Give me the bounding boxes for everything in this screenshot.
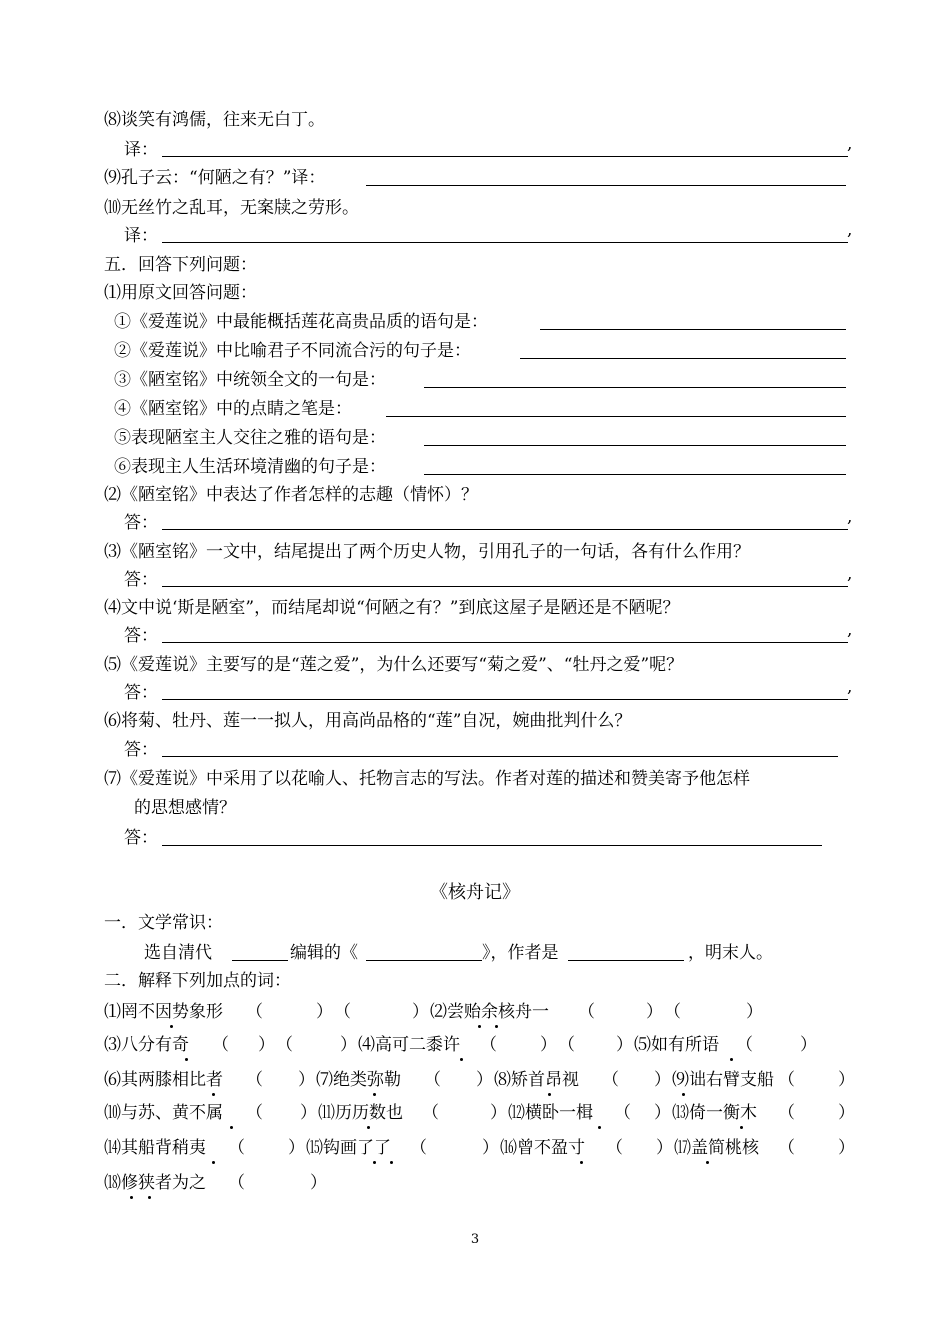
answer-label: 答： — [124, 740, 158, 760]
emphasis-dot — [730, 1058, 733, 1061]
blank-close: ） — [656, 1138, 673, 1158]
blank-close: ） — [490, 1103, 507, 1123]
blank-close: ） — [258, 1035, 275, 1055]
q2 — [0, 480, 950, 510]
q2-answer — [0, 508, 950, 538]
q1-sub-3 — [0, 365, 950, 395]
vocab-item-18: ⒅修狭者为之 — [104, 1173, 206, 1193]
emphasis-dot — [580, 1161, 583, 1164]
blank-close: ） — [540, 1035, 557, 1055]
section-1-heading — [0, 908, 950, 938]
answer-label: 答： — [124, 683, 158, 703]
q5 — [0, 650, 950, 680]
q4-text: ⑷文中说‘斯是陋室”，而结尾却说“何陋之有？”到底这屋子是陋还是不陋呢？ — [104, 598, 680, 618]
page-title: 《核舟记》 — [430, 882, 520, 903]
answer-label: 答： — [124, 513, 158, 533]
answer-label: 答： — [124, 626, 158, 646]
answer-line[interactable] — [162, 642, 848, 643]
answer-line[interactable] — [162, 586, 848, 587]
q1-sub-4 — [0, 394, 950, 424]
emphasis-dot — [185, 1058, 188, 1061]
answer-line[interactable] — [540, 329, 846, 330]
q1-text: ⑴用原文回答问题： — [104, 283, 257, 303]
q7-answer — [0, 823, 950, 853]
q6-answer — [0, 735, 950, 765]
answer-label: 答： — [124, 828, 158, 848]
blank-open: （ — [778, 1138, 795, 1158]
vocab-item-5: ⑸如有所语 — [634, 1035, 719, 1055]
section-5-heading — [0, 250, 950, 280]
vocab-item-9: ⑼诎右臂支船 — [672, 1070, 774, 1090]
q6 — [0, 706, 950, 736]
vocab-item-7: ⑺绝类弥勒 — [316, 1070, 401, 1090]
blank-book-title[interactable] — [366, 960, 482, 961]
answer-line[interactable] — [162, 756, 838, 757]
answer-line[interactable] — [520, 358, 846, 359]
blank-open: （ — [602, 1070, 619, 1090]
vocab-item-14: ⒁其船背稍夷 — [104, 1138, 206, 1158]
section-2-heading — [0, 966, 950, 996]
blank-open: （ — [606, 1138, 623, 1158]
vocab-row-5 — [0, 1133, 950, 1163]
blank-close: ） — [838, 1138, 855, 1158]
emphasis-dot — [130, 1196, 133, 1199]
line-end-mark: , — [847, 620, 853, 640]
emphasis-dot — [548, 1093, 551, 1096]
item-8-text: ⑻谈笑有鸿儒，往来无白丁。 — [104, 110, 325, 130]
answer-line[interactable] — [424, 474, 846, 475]
translate-label: 译： — [124, 226, 158, 246]
section-5-heading-text: 五．回答下列问题： — [104, 255, 257, 275]
q3-answer — [0, 565, 950, 595]
item-10-translation — [0, 221, 950, 251]
emphasis-dot — [373, 1093, 376, 1096]
blank-open: （ — [246, 1002, 263, 1022]
blank-open: （ — [212, 1035, 229, 1055]
q1-sub-4-text: ④《陋室铭》中的点睛之笔是： — [114, 399, 352, 419]
answer-line[interactable] — [162, 845, 822, 846]
blank-open: （ — [276, 1035, 293, 1055]
vocab-item-13: ⒀倚一衡木 — [672, 1103, 757, 1123]
item-8 — [0, 105, 950, 135]
q5-answer — [0, 678, 950, 708]
blank-open: （ — [424, 1070, 441, 1090]
blank-open: （ — [578, 1002, 595, 1022]
answer-line[interactable] — [162, 529, 848, 530]
blank-open: （ — [736, 1035, 753, 1055]
q5-text: ⑸《爱莲说》主要写的是“莲之爱”，为什么还要写“菊之爱”、“牡丹之爱”呢？ — [104, 655, 684, 675]
vocab-item-15: ⒂钩画了了 — [306, 1138, 391, 1158]
vocab-item-12: ⑿横卧一楫 — [508, 1103, 593, 1123]
blank-close: ） — [476, 1070, 493, 1090]
item-10-text: ⑽无丝竹之乱耳，无案牍之劳形。 — [104, 198, 359, 218]
blank-close: ） — [310, 1173, 327, 1193]
section-2-heading-text: 二．解释下列加点的词： — [104, 971, 291, 991]
emphasis-dot — [706, 1161, 709, 1164]
vocab-item-16: ⒃曾不盈寸 — [500, 1138, 585, 1158]
emphasis-dot — [230, 1126, 233, 1129]
vocab-item-11: ⑾历历数也 — [318, 1103, 403, 1123]
vocab-item-1: ⑴罔不因势象形 — [104, 1002, 223, 1022]
q1-sub-6-text: ⑥表现主人生活环境清幽的句子是： — [114, 457, 386, 477]
emphasis-dot — [367, 1126, 370, 1129]
blank-close: ） — [838, 1070, 855, 1090]
blank-close: ） — [646, 1002, 663, 1022]
q1-sub-5 — [0, 423, 950, 453]
q4 — [0, 593, 950, 623]
emphasis-dot — [148, 1196, 151, 1199]
answer-label: 答： — [124, 570, 158, 590]
blank-open: （ — [422, 1103, 439, 1123]
blank-open: （ — [410, 1138, 427, 1158]
emphasis-dot — [212, 1093, 215, 1096]
item-10 — [0, 193, 950, 223]
blank-close: ） — [300, 1103, 317, 1123]
emphasis-dot — [373, 1161, 376, 1164]
blank-dynasty-editor[interactable] — [232, 960, 288, 961]
page-number: 3 — [470, 1232, 480, 1247]
emphasis-dot — [212, 1161, 215, 1164]
vocab-item-10: ⑽与苏、黄不属 — [104, 1103, 223, 1123]
vocab-item-2: ⑵尝贻余核舟一 — [430, 1002, 549, 1022]
blank-close: ） — [298, 1070, 315, 1090]
q6-text: ⑹将菊、牡丹、莲一一拟人，用高尚品格的“莲”自况，婉曲批判什么？ — [104, 711, 632, 731]
q1-sub-3-text: ③《陋室铭》中统领全文的一句是： — [114, 370, 386, 390]
vocab-item-17: ⒄盖简桃核 — [674, 1138, 759, 1158]
answer-line[interactable] — [162, 699, 848, 700]
blank-open: （ — [246, 1070, 263, 1090]
blank-open: （ — [778, 1103, 795, 1123]
blank-close: ） — [838, 1103, 855, 1123]
blank-open: （ — [664, 1002, 681, 1022]
blank-open: （ — [614, 1103, 631, 1123]
emphasis-dot — [682, 1093, 685, 1096]
fill-text-3: 》，作者是 — [482, 943, 559, 963]
blank-close: ） — [482, 1138, 499, 1158]
line-end-mark: , — [847, 564, 853, 584]
blank-close: ） — [800, 1035, 817, 1055]
line-end-mark: , — [847, 677, 853, 697]
q3 — [0, 537, 950, 567]
blank-open: （ — [558, 1035, 575, 1055]
blank-open: （ — [228, 1173, 245, 1193]
q7-text-cont: 的思想感情？ — [134, 798, 236, 818]
q2-text: ⑵《陋室铭》中表达了作者怎样的志趣（情怀）？ — [104, 485, 478, 505]
fill-text-2: 编辑的《 — [290, 943, 358, 963]
line-end-mark: , — [847, 507, 853, 527]
emphasis-dot — [495, 1025, 498, 1028]
vocab-row-2 — [0, 1030, 950, 1060]
emphasis-dot — [170, 1025, 173, 1028]
vocab-item-3: ⑶八分有奇 — [104, 1035, 189, 1055]
answer-line[interactable] — [424, 445, 846, 446]
line-end-mark: , — [847, 220, 853, 240]
q1 — [0, 278, 950, 308]
q7 — [0, 764, 950, 794]
answer-line[interactable] — [162, 242, 848, 243]
blank-close: ） — [316, 1002, 333, 1022]
emphasis-dot — [478, 1025, 481, 1028]
blank-author[interactable] — [568, 960, 684, 961]
answer-line[interactable] — [162, 156, 848, 157]
fill-text-1: 选自清代 — [144, 943, 212, 963]
blank-close: ） — [654, 1103, 671, 1123]
q4-answer — [0, 621, 950, 651]
blank-open: （ — [246, 1103, 263, 1123]
q7-text: ⑺《爱莲说》中采用了以花喻人、托物言志的写法。作者对莲的描述和赞美寄予他怎样 — [104, 769, 750, 789]
q1-sub-1 — [0, 307, 950, 337]
q1-sub-5-text: ⑤表现陋室主人交往之雅的语句是： — [114, 428, 386, 448]
item-8-translation — [0, 135, 950, 165]
blank-open: （ — [480, 1035, 497, 1055]
blank-close: ） — [616, 1035, 633, 1055]
vocab-row-6 — [0, 1168, 950, 1198]
answer-line[interactable] — [386, 416, 846, 417]
q1-sub-2 — [0, 336, 950, 366]
vocab-row-4 — [0, 1098, 950, 1128]
line-end-mark: , — [847, 134, 853, 154]
item-9-text: ⑼孔子云：“何陋之有？”译： — [104, 168, 326, 188]
q1-sub-2-text: ②《爱莲说》中比喻君子不同流合污的句子是： — [114, 341, 471, 361]
blank-close: ） — [288, 1138, 305, 1158]
emphasis-dot — [598, 1126, 601, 1129]
vocab-row-3 — [0, 1065, 950, 1095]
literary-knowledge-line — [0, 938, 950, 968]
item-9 — [0, 163, 950, 193]
fill-text-4: ，明末人。 — [688, 943, 773, 963]
vocab-row-1 — [0, 997, 950, 1027]
blank-close: ） — [746, 1002, 763, 1022]
vocab-item-4: ⑷高可二黍许 — [358, 1035, 460, 1055]
blank-close: ） — [340, 1035, 357, 1055]
q7-cont — [0, 793, 950, 823]
emphasis-dot — [460, 1058, 463, 1061]
vocab-item-8: ⑻矫首昂视 — [494, 1070, 579, 1090]
emphasis-dot — [390, 1161, 393, 1164]
answer-line[interactable] — [424, 387, 846, 388]
emphasis-dot — [740, 1126, 743, 1129]
blank-open: （ — [228, 1138, 245, 1158]
vocab-item-6: ⑹其两膝相比者 — [104, 1070, 223, 1090]
answer-line[interactable] — [366, 185, 846, 186]
q1-sub-1-text: ①《爱莲说》中最能概括莲花高贵品质的语句是： — [114, 312, 488, 332]
section-1-heading-text: 一．文学常识： — [104, 913, 223, 933]
q1-sub-6 — [0, 452, 950, 482]
translate-label: 译： — [124, 140, 158, 160]
q3-text: ⑶《陋室铭》一文中，结尾提出了两个历史人物，引用孔子的一句话，各有什么作用？ — [104, 542, 750, 562]
blank-open: （ — [334, 1002, 351, 1022]
blank-open: （ — [778, 1070, 795, 1090]
blank-close: ） — [654, 1070, 671, 1090]
blank-close: ） — [412, 1002, 429, 1022]
